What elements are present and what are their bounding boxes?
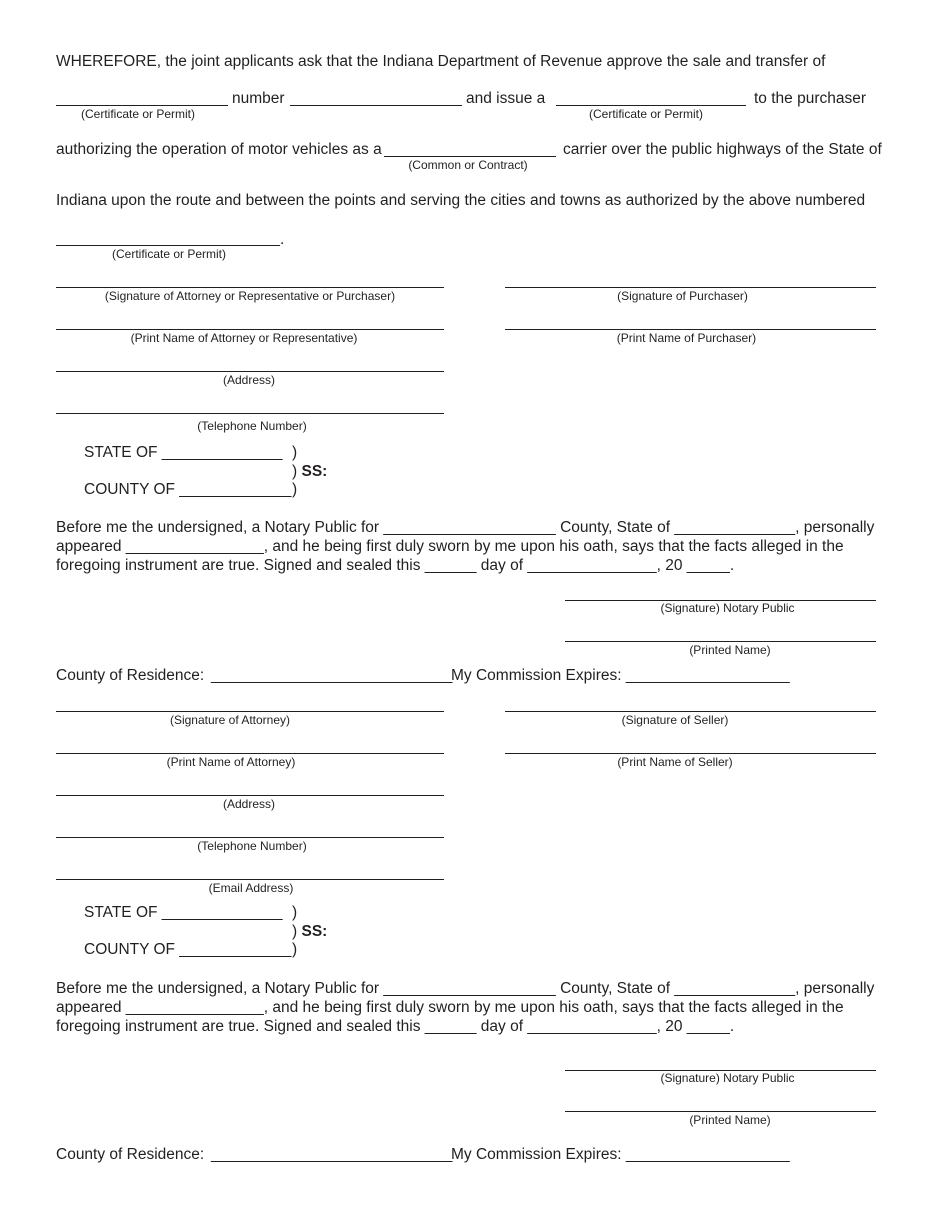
certificate-caption-1: (Certificate or Permit) [80,107,196,121]
notary-printed-name-line-2[interactable] [565,1111,876,1112]
notary-printed-name-caption-1: (Printed Name) [689,643,771,657]
certificate-number-field[interactable] [290,105,462,106]
notary-signature-caption-1: (Signature) Notary Public [660,601,795,615]
state-of-1: STATE OF ______________ [84,444,283,461]
purchaser-address-line[interactable] [56,371,444,372]
seller-attorney-signature-line[interactable] [56,711,444,712]
venue-paren-1c: ) [292,481,298,498]
commission-expires-1[interactable]: My Commission Expires: ___________________ [451,667,790,684]
purchaser-telephone-line[interactable] [56,413,444,414]
seller-signature-line[interactable] [505,711,876,712]
seller-print-name-line[interactable] [505,753,876,754]
certificate-caption-2: (Certificate or Permit) [588,107,704,121]
seller-email-caption: (Email Address) [208,881,294,895]
to-purchaser-label: to the purchaser [754,90,867,107]
venue-paren-2c: ) [292,941,298,958]
notary-printed-name-caption-2: (Printed Name) [689,1113,771,1127]
seller-address-line[interactable] [56,795,444,796]
notary-paragraph-1: Before me the undersigned, a Notary Public for ____________________ County, State of ______________, personally appeared ________________, and he being first duly sworn by me upon his oath, says that the facts alleged in the foregoing instrument are true. Signed and sealed this ______ day of _______________, 20 _____. [56,519,875,574]
attorney-print-name-caption: (Print Name of Attorney or Representative) [130,331,358,345]
seller-email-line[interactable] [56,879,444,880]
notary-paragraph-2: Before me the undersigned, a Notary Public for ____________________ County, State of ______________, personally appeared ________________, and he being first duly sworn by me upon his oath, says that the facts alleged in the foregoing instrument are true. Signed and sealed this ______ day of _______________, 20 _____. [56,980,875,1035]
purchaser-telephone-caption: (Telephone Number) [197,419,307,433]
seller-attorney-print-name-line[interactable] [56,753,444,754]
venue-paren-1a: ) [292,444,298,461]
attorney-print-name-line[interactable] [56,329,444,330]
purchaser-print-name-caption: (Print Name of Purchaser) [616,331,757,345]
state-of-2: STATE OF ______________ [84,904,283,921]
seller-print-name-caption: (Print Name of Seller) [617,755,733,769]
common-contract-caption: (Common or Contract) [408,158,528,172]
county-of-2: COUNTY OF _____________ [84,941,292,958]
county-of-1: COUNTY OF _____________ [84,481,292,498]
intro-line-1: WHEREFORE, the joint applicants ask that the Indiana Department of Revenue approve the sale and transfer of [56,53,826,70]
county-residence-label-2: County of Residence: [56,1146,205,1163]
seller-telephone-caption: (Telephone Number) [197,839,307,853]
seller-address-caption: (Address) [222,797,275,811]
intro-line-4: Indiana upon the route and between the points and serving the cities and towns as authorized by the above numbered [56,192,866,209]
carrier-label: carrier over the public highways of the State of [563,141,882,158]
certificate-type-field-1[interactable] [56,105,228,106]
and-issue-label: and issue a [466,90,546,107]
venue-paren-2a: ) [292,904,298,921]
county-residence-field-1[interactable]: ____________________________ [211,667,453,684]
certificate-type-field-2[interactable] [556,105,746,106]
period: . [280,231,285,248]
seller-telephone-line[interactable] [56,837,444,838]
county-residence-label-1: County of Residence: [56,667,205,684]
commission-expires-2[interactable]: My Commission Expires: ___________________ [451,1146,790,1163]
seller-attorney-print-name-caption: (Print Name of Attorney) [166,755,296,769]
attorney-signature-line[interactable] [56,287,444,288]
carrier-type-field[interactable] [384,156,556,157]
number-label: number [232,90,285,107]
seller-signature-caption: (Signature of Seller) [621,713,729,727]
notary-printed-name-line-1[interactable] [565,641,876,642]
county-residence-field-2[interactable]: ____________________________ [211,1146,453,1163]
purchaser-address-caption: (Address) [222,373,275,387]
certificate-caption-3: (Certificate or Permit) [111,247,227,261]
attorney-signature-caption: (Signature of Attorney or Representative or Purchaser) [104,289,396,303]
purchaser-signature-caption: (Signature of Purchaser) [617,289,748,303]
certificate-type-field-3[interactable] [56,245,280,246]
seller-attorney-signature-caption: (Signature of Attorney) [169,713,291,727]
purchaser-print-name-line[interactable] [505,329,876,330]
venue-ss-1: ) SS: [292,463,328,480]
authorizing-label: authorizing the operation of motor vehicles as a [56,141,382,158]
notary-signature-caption-2: (Signature) Notary Public [660,1071,795,1085]
purchaser-signature-line[interactable] [505,287,876,288]
venue-ss-2: ) SS: [292,923,328,940]
